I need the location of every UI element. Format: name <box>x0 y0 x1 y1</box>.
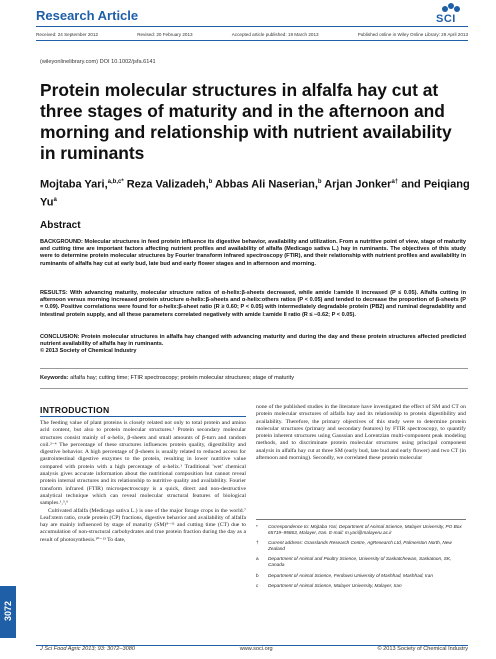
accepted-date: Accepted article published: 19 March 2013 <box>231 32 319 37</box>
online-date: Published online in Wiley Online Library: 29 April 2013 <box>357 32 468 37</box>
abstract-results-label: RESULTS: <box>40 290 68 296</box>
footnote-item <box>256 556 466 568</box>
footnote-item <box>256 540 466 552</box>
author-name: Reza Valizadeh, <box>123 178 209 191</box>
introduction-underline <box>40 416 246 417</box>
introduction-left-column <box>40 420 246 544</box>
footer-copyright: © 2013 Society of Chemical Industry <box>377 646 468 652</box>
footnote-item <box>256 583 466 589</box>
footnote-text: Correspondence to: Mojtaba Yari, Department of Animal Science, Malayer University, PO Box 65719–95863, Malayer, Iran. E-mail: m.yari@malayeru.ac.ir <box>268 524 462 536</box>
footnote-text: Department of Animal Science, Ferdowsi University of Mashhad, Mashhad, Iran <box>268 572 434 578</box>
introduction-paragraph-3: none of the published studies in the literature have investigated the effect of SM and CT on protein molecular structures of alfalfa hay and its relationship to protein digestibility and availability. Therefore, the primary objectives of this study were to determine protein molecular structures (primary and secondary features) by FTIR spectroscopy, to quantify protein inherent structures using Gaussian and Lorentzian multi-component peak modeling methods, and to discriminate protein molecular structures using principal component analysis in alfalfa hay cut at three SM (early bud, late bud and early flower) and two CT (in afternoon and morning). Secondly, we correlated these protein molecular <box>256 404 466 462</box>
footnote-mark: * <box>256 524 258 529</box>
author-affiliation-mark: b <box>208 179 213 185</box>
journal-website: www.soci.org <box>239 646 273 652</box>
abstract-conclusion-label: CONCLUSION: <box>40 334 80 340</box>
author-list <box>40 175 470 210</box>
author-affiliation-mark: b <box>317 179 322 185</box>
abstract-background-text: Molecular structures in feed protein influence its digestive behavior, availability and utilization. From a nutritive point of view, stage of maturity and cutting time are important factors affecting nutrient profiles and availability of alfalfa (Medicago sativa L.) hay in ruminants. The objectives of this study were to determine protein molecular structures by Fourier transform infrared spectroscopy (FTIR), and their relationship with nutrient profiles and availability in ruminants of alfalfa hay cut at early bud, late bud and early flower stages and in afternoon and morning. <box>40 239 466 267</box>
footnote-mark: a <box>256 556 259 562</box>
introduction-heading: INTRODUCTION <box>40 405 110 415</box>
introduction-paragraph-2: Cultivated alfalfa (Medicago sativa L.) is one of the major forage crops in the world.⁷ Leaf:stem ratio, crude protein (CP) fractions, digestive behavior and availability of alfalfa hay are mainly influenced by stage of maturity (SM)⁸⁻¹¹ and cutting time (CT) due to accumulation of non-structural carbohydrates and true protein fraction during the day as a result of photosynthesis.¹⁰⁻¹³ To date, <box>40 507 246 543</box>
page-footer <box>40 646 468 652</box>
footnote-mark: c <box>256 582 259 588</box>
article-type-label: Research Article <box>36 8 139 23</box>
abstract-results-text: With advancing maturity, molecular structure ratios of α-helix:β-sheets decreased, while amide I:amide II increased (P ≤ 0.05). Alfalfa cutting in afternoon versus morning increased protein structure α-helix:β-sheets and α-helix:others ratios (P < 0.05) and tended to decrease the proportion of β-sheets (P = 0.09). Positive correlations were found for α-helix:β-sheet ratio (R ≥ 0.60; P < 0.05) with intermediately degradable protein (PB2) and ruminal degradability and intestinal protein supply, and all these parameters correlated negatively with amide I:amide II ratio (R ≤ −0.62; P < 0.05). <box>40 290 466 318</box>
author-affiliation-mark: a,b,c* <box>107 179 124 185</box>
footnote-mark: † <box>256 540 259 546</box>
author-name: and Peiqiang Yu <box>40 178 470 209</box>
sci-logo <box>436 3 468 25</box>
footnote-divider <box>256 519 466 520</box>
introduction-right-column <box>256 404 466 462</box>
abstract-background-label: BACKGROUND: <box>40 239 83 245</box>
keywords-text: alfalfa hay; cutting time; FTIR spectroscopy; protein molecular structures; stage of maturity <box>68 375 295 381</box>
publication-dates <box>36 32 468 37</box>
footnote-mark: b <box>256 572 259 578</box>
abstract-copyright: © 2013 Society of Chemical Industry <box>40 348 137 355</box>
keywords-line <box>40 375 466 381</box>
journal-citation: J Sci Food Agric 2013; 93: 3072–3080 <box>40 646 135 652</box>
footnote-item <box>256 524 466 536</box>
revised-date: Revised: 20 February 2013 <box>137 32 193 37</box>
author-name: Abbas Ali Naserian, <box>212 178 318 191</box>
abstract-results <box>40 290 466 319</box>
keywords-label: Keywords: <box>40 375 69 381</box>
author-name: Arjan Jonker <box>321 178 392 191</box>
article-title: Protein molecular structures in alfalfa hay cut at three stages of maturity and in the afternoon and morning and relationship with nutrient availability in ruminants <box>40 80 452 163</box>
footnote-text: Department of Animal Science, Malayer University, Malayer, Iran <box>268 582 402 588</box>
page-number: 3072 <box>3 600 13 622</box>
abstract-background <box>40 239 466 268</box>
author-affiliation-mark: a† <box>391 179 399 185</box>
received-date: Received: 24 September 2012 <box>36 32 99 37</box>
header-divider <box>36 26 468 27</box>
footnote-text: Current address: Grasslands Research Centre, AgResearch Ltd, Palmerston North, New Zealand <box>268 540 452 552</box>
sci-logo-text: SCI <box>436 13 456 25</box>
footnote-text: Department of Animal and Poultry Science, University of Saskatchewan, Saskatoon, SK, Canada <box>268 556 452 568</box>
abstract-conclusion-text: Protein molecular structures in alfalfa hay changed with advancing maturity and during the day and these protein structures affected predicted nutrient availability of alfalfa hay in ruminants. <box>40 334 466 348</box>
author-name: Mojtaba Yari, <box>40 178 108 191</box>
author-affiliation-mark: a <box>53 196 57 203</box>
abstract-heading: Abstract <box>40 220 81 231</box>
abstract-conclusion <box>40 334 466 356</box>
keywords-top-divider <box>40 368 468 369</box>
keywords-bottom-divider <box>40 388 468 389</box>
doi-line: (wileyonlinelibrary.com) DOI 10.1002/jsfa.6141 <box>40 59 156 65</box>
dates-divider <box>36 40 468 41</box>
introduction-paragraph-1: The feeding value of plant proteins is closely related not only to total protein and amino acid content, but also to protein molecular structures.¹ Protein secondary molecular structures consist mainly of α-helix, β-sheets and small amounts of β-turn and random coil.²⁻⁴ The percentage of these structures influences protein quality, digestibility and digestive behavior. A high percentage of β-sheets is usually related to reduced access for gastrointestinal digestive enzymes to the protein, resulting in lower nutritive value compared with protein with a high percentage of α-helix.¹ Traditional 'wet' chemical analysis gives accurate information about the nutritional composition but cannot reveal protein internal structures and its relationship to nutritive quality and availability. Fourier transform infrared (FTIR) microspectroscopy is a quick, direct and non-destructive analytical technique which can reveal molecular structural features of biological samples.¹,⁵,⁶ <box>40 420 246 507</box>
page-number-tab <box>0 586 16 638</box>
footnotes <box>256 524 466 593</box>
footnote-item <box>256 573 466 579</box>
